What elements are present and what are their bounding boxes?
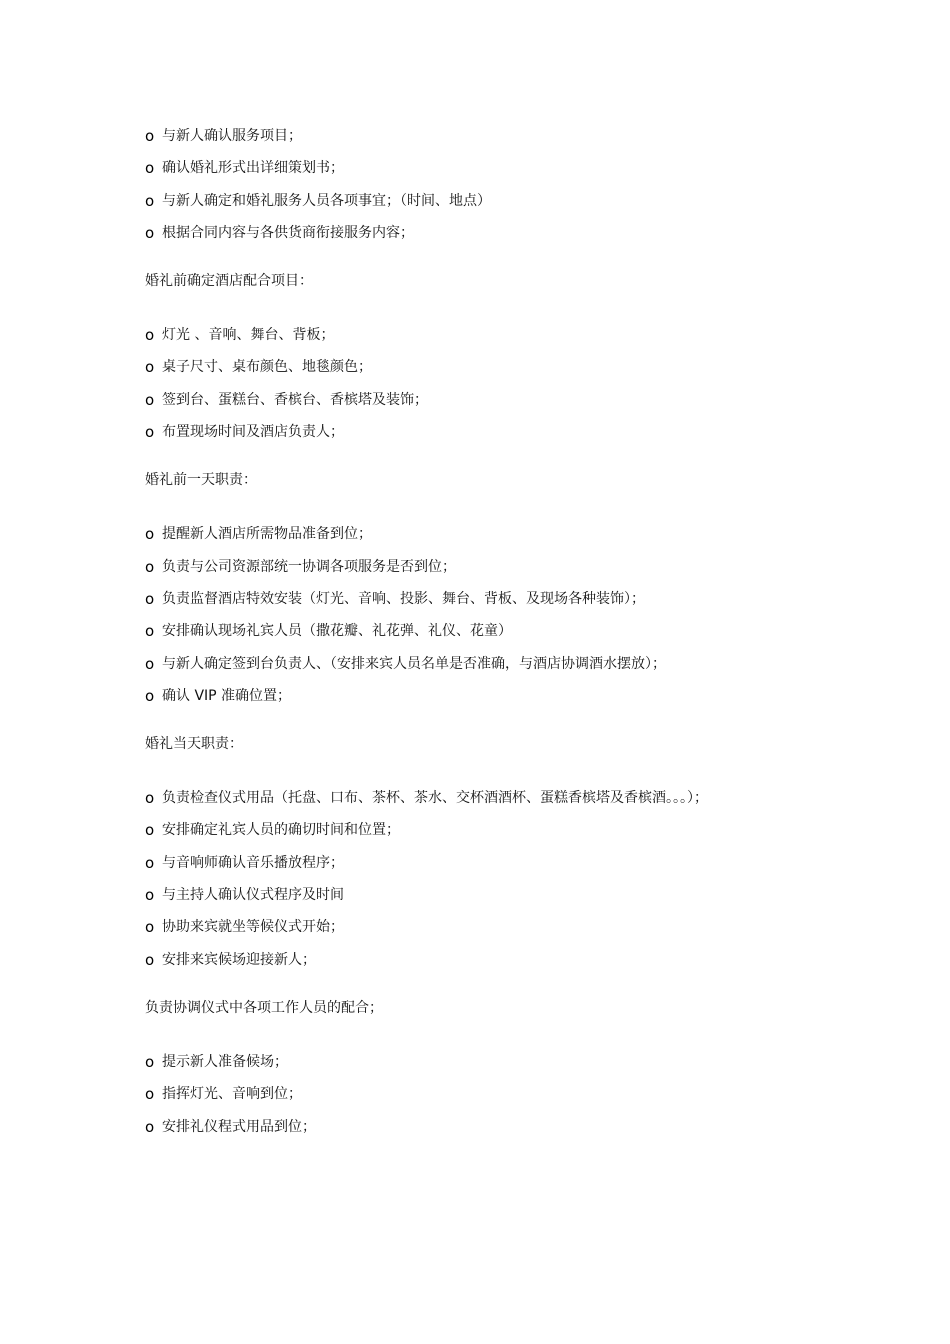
list-item-text: 签到台、蛋糕台、香槟台、香槟塔及装饰； bbox=[162, 391, 428, 408]
section-heading-wedding-day: 婚礼当天职责： bbox=[145, 736, 243, 753]
list-item-text: 与音响师确认音乐播放程序； bbox=[162, 854, 344, 871]
list-item bbox=[145, 123, 865, 155]
list-item-text: 安排确认现场礼宾人员（撒花瓣、礼花弹、礼仪、花童） bbox=[162, 623, 512, 640]
list-item-text: 与新人确定和婚礼服务人员各项事宜；（时间、地点） bbox=[162, 192, 491, 209]
list-item bbox=[145, 554, 865, 586]
ceremony-items-list bbox=[145, 1049, 865, 1146]
list-item bbox=[145, 683, 865, 715]
list-item bbox=[145, 651, 865, 683]
list-item bbox=[145, 354, 865, 386]
bullet-marker: o bbox=[145, 223, 155, 242]
list-item-text: 安排来宾候场迎接新人； bbox=[162, 951, 316, 968]
bullet-marker: o bbox=[145, 821, 155, 840]
list-item bbox=[145, 618, 865, 650]
bullet-marker: o bbox=[145, 918, 155, 937]
list-item-text: 提示新人准备候场； bbox=[162, 1053, 288, 1070]
bullet-marker: o bbox=[145, 1052, 155, 1071]
bullet-marker: o bbox=[145, 1117, 155, 1136]
list-item-text: 提醒新人酒店所需物品准备到位； bbox=[162, 526, 372, 543]
bullet-marker: o bbox=[145, 159, 155, 178]
list-item bbox=[145, 521, 865, 553]
list-item bbox=[145, 419, 865, 451]
list-item-text: 桌子尺寸、桌布颜色、地毯颜色； bbox=[162, 359, 372, 376]
service-items-list bbox=[145, 123, 865, 252]
hotel-items-list bbox=[145, 322, 865, 451]
list-item bbox=[145, 850, 865, 882]
list-item-text: 与主持人确认仪式程序及时间 bbox=[162, 887, 344, 904]
bullet-marker: o bbox=[145, 589, 155, 608]
day-before-items-list bbox=[145, 521, 865, 715]
bullet-marker: o bbox=[145, 853, 155, 872]
list-item-text: 灯光 、音响、舞台、背板； bbox=[162, 327, 335, 344]
list-item bbox=[145, 387, 865, 419]
list-item bbox=[145, 947, 865, 979]
bullet-marker: o bbox=[145, 654, 155, 673]
bullet-marker: o bbox=[145, 622, 155, 641]
list-item bbox=[145, 155, 865, 187]
list-item-text: 根据合同内容与各供货商衔接服务内容； bbox=[162, 224, 414, 241]
bullet-marker: o bbox=[145, 191, 155, 210]
list-item bbox=[145, 188, 865, 220]
list-item bbox=[145, 785, 865, 817]
list-item bbox=[145, 1081, 865, 1113]
list-item-text: 负责与公司资源部统一协调各项服务是否到位； bbox=[162, 558, 456, 575]
list-item-text: 安排礼仪程式用品到位； bbox=[162, 1118, 316, 1135]
bullet-marker: o bbox=[145, 950, 155, 969]
document-page bbox=[145, 123, 865, 1146]
bullet-marker: o bbox=[145, 326, 155, 345]
list-item-text: 负责监督酒店特效安装（灯光、音响、投影、舞台、背板、及现场各种装饰）； bbox=[162, 590, 645, 607]
bullet-marker: o bbox=[145, 557, 155, 576]
list-item-text: 与新人确认服务项目； bbox=[162, 128, 302, 144]
list-item-text: 负责检查仪式用品（托盘、口布、茶杯、茶水、交杯酒酒杯、蛋糕香槟塔及香槟酒。。。）； bbox=[162, 790, 708, 807]
list-item bbox=[145, 586, 865, 618]
bullet-marker: o bbox=[145, 886, 155, 905]
list-item-text: 协助来宾就坐等候仪式开始； bbox=[162, 919, 344, 936]
section-heading-hotel: 婚礼前确定酒店配合项目： bbox=[145, 273, 313, 290]
list-item-text: 确认婚礼形式出详细策划书； bbox=[162, 160, 344, 177]
bullet-marker: o bbox=[145, 358, 155, 377]
section-heading-day-before: 婚礼前一天职责： bbox=[145, 472, 257, 489]
bullet-marker: o bbox=[145, 525, 155, 544]
list-item-text: 布置现场时间及酒店负责人； bbox=[162, 424, 344, 441]
section-heading-ceremony-coordination: 负责协调仪式中各项工作人员的配合； bbox=[145, 999, 383, 1016]
list-item bbox=[145, 817, 865, 849]
list-item bbox=[145, 914, 865, 946]
list-item bbox=[145, 1049, 865, 1081]
list-item bbox=[145, 1114, 865, 1146]
list-item bbox=[145, 220, 865, 252]
list-item bbox=[145, 322, 865, 354]
wedding-day-items-list bbox=[145, 785, 865, 979]
list-item-text: 与新人确定签到台负责人、（安排来宾人员名单是否准确，与酒店协调酒水摆放）； bbox=[162, 655, 666, 672]
bullet-marker: o bbox=[145, 789, 155, 808]
list-item-text: 安排确定礼宾人员的确切时间和位置； bbox=[162, 822, 400, 839]
bullet-marker: o bbox=[145, 423, 155, 442]
list-item-text: 确认 VIP 准确位置； bbox=[162, 687, 292, 704]
bullet-marker: o bbox=[145, 686, 155, 705]
bullet-marker: o bbox=[145, 1085, 155, 1104]
list-item bbox=[145, 882, 865, 914]
list-item-text: 指挥灯光、音响到位； bbox=[162, 1086, 302, 1103]
bullet-marker: o bbox=[145, 127, 155, 145]
bullet-marker: o bbox=[145, 390, 155, 409]
